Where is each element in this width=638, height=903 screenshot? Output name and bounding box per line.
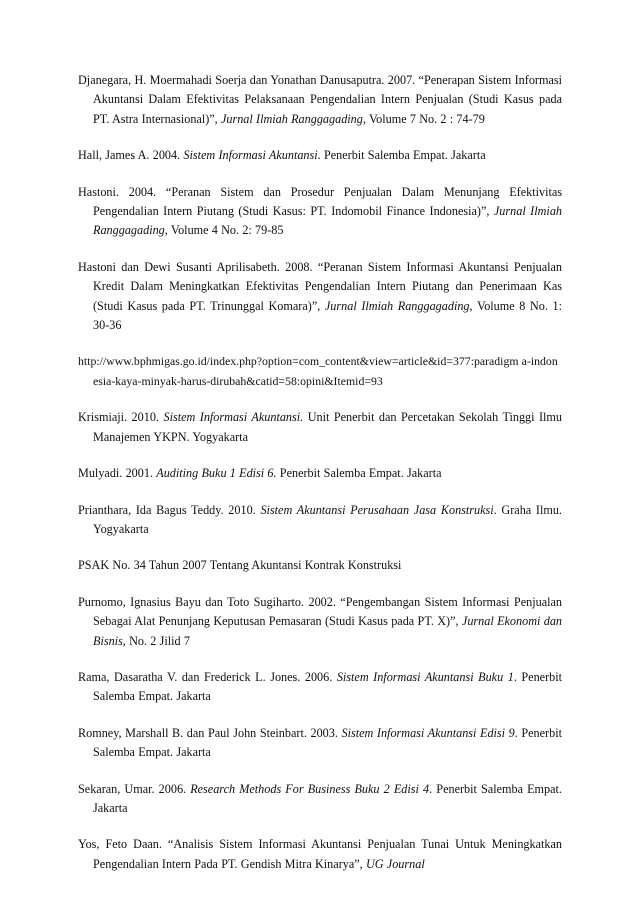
reference-text: Hastoni dan Dewi Susanti Aprilisabeth. 2008. “Peranan Sistem Informasi Akuntansi Penjualan Kredit Dalam Meningkatkan Efektivitas Pengendalian Intern Piutang dan Penerimaan Kas (Studi Kasus pada PT. Trinunggal Komara)”, — [78, 259, 562, 313]
reference-text: . Graha Ilmu. Yogyakarta — [93, 502, 562, 536]
reference-entry — [78, 258, 562, 336]
reference-text: Unit Penerbit dan Percetakan Sekolah Tinggi Ilmu Manajemen YKPN. Yogyakarta — [93, 410, 563, 444]
reference-entry — [78, 668, 562, 707]
reference-text: Krismiaji. 2010. — [78, 410, 164, 425]
reference-text: http://www.bphmigas.go.id/index.php?option=com_content&view=article&id=377:paradigm a-indonesia-kaya-minyak-harus-dirubah&catid=58:opini&Itemid=93 — [78, 354, 558, 388]
reference-list — [78, 71, 562, 891]
reference-text: Hastoni. 2004. “Peranan Sistem dan Prosedur Penjualan Dalam Menunjang Efektivitas Pengendalian Intern Piutang (Studi Kasus: PT. Indomobil Finance Indonesia)”, — [78, 184, 562, 219]
reference-text: , No. 2 Jilid 7 — [122, 633, 190, 648]
reference-entry — [78, 408, 562, 447]
reference-text: . Penerbit Salemba Empat. Jakarta — [93, 781, 562, 815]
reference-text: . Penerbit Salemba Empat. Jakarta — [93, 725, 562, 760]
reference-title-italic: Sistem Informasi Akuntansi Buku 1 — [336, 669, 514, 684]
reference-entry — [78, 183, 562, 241]
reference-title-italic: Auditing Buku 1 Edisi 6. — [156, 466, 277, 481]
reference-text: Penerbit Salemba Empat. Jakarta — [276, 466, 442, 481]
reference-entry — [78, 780, 562, 819]
reference-text: Hall, James A. 2004. — [78, 148, 184, 163]
reference-title-italic: Sistem Informasi Akuntansi — [183, 148, 318, 163]
reference-entry — [78, 464, 562, 483]
reference-entry — [78, 146, 562, 165]
reference-text: Rama, Dasaratha V. dan Frederick L. Jones. 2006. — [78, 669, 337, 684]
reference-entry — [78, 724, 562, 763]
reference-text: PSAK No. 34 Tahun 2007 Tentang Akuntansi Kontrak Konstruksi — [78, 558, 402, 573]
reference-title-italic: Jurnal Ilmiah Ranggagading — [93, 204, 563, 238]
reference-text: , Volume 8 No. 1: 30-36 — [93, 298, 563, 333]
reference-text: Sekaran, Umar. 2006. — [78, 781, 191, 796]
reference-entry — [78, 556, 562, 575]
reference-entry-url — [78, 352, 562, 391]
reference-text: Yos, Feto Daan. “Analisis Sistem Informasi Akuntansi Penjualan Tunai Untuk Meningkatkan Pengendalian Intern Pada PT. Gendish Mitra Kinarya”, — [78, 837, 562, 871]
reference-text: Purnomo, Ignasius Bayu dan Toto Sugiharto. 2002. “Pengembangan Sistem Informasi Penjualan Sebagai Alat Penunjang Keputusan Pemasaran (Studi Kasus pada PT. X)”, — [78, 594, 562, 629]
reference-text: , Volume 7 No. 2 : 74-79 — [362, 111, 485, 126]
reference-title-italic: Jurnal Ekonomi dan Bisnis — [93, 614, 563, 648]
reference-text: Prianthara, Ida Bagus Teddy. 2010. — [78, 502, 261, 517]
reference-title-italic: Sistem Informasi Akuntansi Edisi 9 — [341, 725, 515, 740]
reference-title-italic: Research Methods For Business Buku 2 Edisi 4 — [190, 781, 430, 796]
reference-title-italic: Sistem Informasi Akuntansi. — [163, 410, 304, 425]
reference-text: . Penerbit Salemba Empat. Jakarta — [317, 148, 486, 163]
reference-title-italic: Jurnal Ilmiah Ranggagading — [324, 298, 470, 313]
reference-title-italic: Sistem Akuntansi Perusahaan Jasa Konstruksi — [260, 502, 494, 517]
reference-text: , Volume 4 No. 2: 79-85 — [164, 223, 284, 238]
reference-text: Mulyadi. 2001. — [78, 466, 157, 481]
reference-text: Djanegara, H. Moermahadi Soerja dan Yonathan Danusaputra. 2007. “Penerapan Sistem Informasi Akuntansi Dalam Efektivitas Pelaksanaan Pengendalian Intern Penjualan (Studi Kasus pada PT. Astra Internasional)”, — [78, 73, 562, 126]
reference-text: Romney, Marshall B. dan Paul John Steinbart. 2003. — [78, 725, 342, 740]
reference-title-italic: Jurnal Ilmiah Ranggagading — [220, 111, 363, 126]
reference-text: . Penerbit Salemba Empat. Jakarta — [93, 669, 563, 704]
reference-entry — [78, 593, 562, 651]
reference-title-italic: UG Journal — [365, 856, 425, 871]
reference-entry — [78, 835, 562, 874]
reference-entry — [78, 501, 562, 540]
reference-entry — [78, 71, 562, 129]
